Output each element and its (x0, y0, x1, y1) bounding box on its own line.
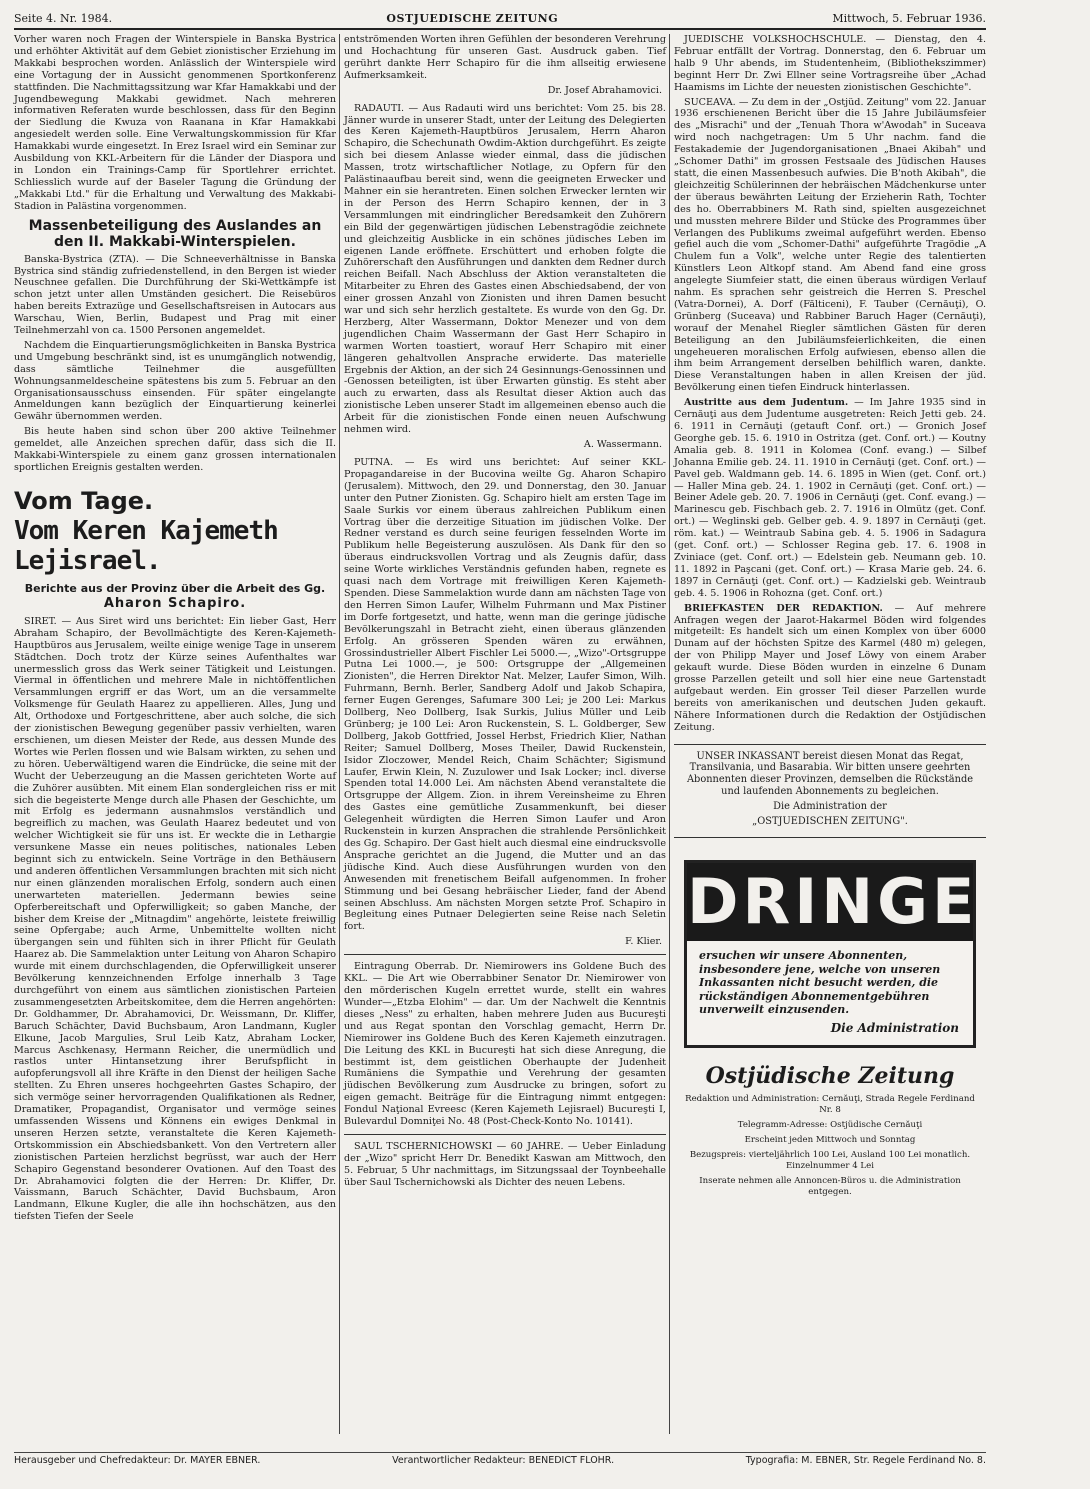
dringend-banner: DRINGEND (687, 863, 973, 941)
volkshochschule-notice: JUEDISCHE VOLKSHOCHSCHULE. — Dienstag, den 4. Februar entfällt der Vortrag. Donnerstag, den 6. Februar um halb 9 Uhr abends, im Studentenheim, (Bibliothekszimmer) beginnt Herr Dr. Zwi Ellner seine Vortragsreihe über „Achad Haamisms im Lichte der neuesten zionistischen Geschichte". (674, 34, 986, 93)
dringend-signature: Die Administration (830, 1020, 959, 1035)
makkabi-intro: Vorher waren noch Fragen der Winterspiele in Banska Bystrica und erhöhter Aktivität auf dem Gebiet zionistischer Erziehung im Makkabi besprochen worden. Anlässlich der Winterspiele wird eine Vortagung der in Aussicht genommenen Sportkonferenz stattfinden. Die Nachmittagssitzung war Kfar Hamakkabi und der Jugendbewegung Makkabi gewidmet. Nach mehreren informativen Referaten wurde beschlossen, dass für den Beginn der Siedlung die Kwuza von Raanana in Kfar Hamakkabi angesiedelt werden solle. Eine Verwaltungskommission für Kfar Hamakkabi wurde eingesetzt. In Erez Israel wird ein Seminar zur Ausbildung von KKL-Arbeitern für die Länder der Diaspora und in London ein Trainings-Camp für Sportlehrer errichtet. Schliesslich wurde auf der Baseler Tagung die Gründung der „Makkabi Ltd." für die Erhaltung und Verwaltung des Makkabi-Stadion in Palästina vorgenommen. (14, 34, 336, 212)
footer-printer: Typografia: M. EBNER, Str. Regele Ferdinand No. 8. (745, 1455, 986, 1466)
footer-editor: Verantwortlicher Redakteur: BENEDICT FLOHR. (392, 1455, 615, 1466)
imprint-schedule: Erscheint jeden Mittwoch und Sonntag (744, 1134, 916, 1145)
imprint-address: Redaktion und Administration: Cernăuţi, Strada Regele Ferdinand Nr. 8 (685, 1093, 975, 1115)
column-1 (14, 34, 336, 1444)
austritte-report (674, 397, 986, 599)
footer-publisher: Herausgeber und Chefredakteur: Dr. MAYER EBNER. (14, 1455, 261, 1466)
imprint-price: Bezugspreis: vierteljährlich 100 Lei, Ausland 100 Lei monatlich. Einzelnummer 4 Lei (689, 1149, 971, 1171)
suceava-report: SUCEAVA. — Zu dem in der „Ostjüd. Zeitung" vom 22. Januar 1936 erschienenen Bericht über die 15 Jahre Jubiläumsfeier des „Misrachi" und der „Tenuah Thora w'Awodah" in Suceava wird noch nachgetragen: Um 5 Uhr nachm. fand die Festakademie der Jugendorganisationen „Bnaei Akibah" und „Schomer Dathi" im grossen Festsaale des Jüdischen Hauses statt, die einen Massenbesuch aufwies. Die B'noth Akibah", die gleichzeitig Schülerinnen der hebräischen Mädchenkurse unter der überaus bewährten Leitung der Erzieherin Rath, Tochter des ho. Oberrabbiners M. Rath sind, spielten ausgezeichnet und mussten mehrere Bilder und Stücke des Programmes über Verlangen des Publikums zweimal aufgeführt werden. Ebenso gefiel auch die vom „Schomer-Dathi" aufgeführte Tragödie „A Chulem fun a Volk", welche unter Regie des talentierten Künstlers Leon Altkopf stand. Am Abend fand eine gross angelegte Siumfeier statt, die einen überaus würdigen Verlauf nahm. Es sprachen sehr geistreich die Herren S. Preschel (Vatra-Dornei), A. Dorf (Fălticeni), F. Tauber (Cernăuţi), O. Grünberg (Suceava) und Rabbiner Baruch Hager (Cernăuţi), worauf der Menahel Riegler sämtlichen Gästen für deren Beteiligung an den Jubiläumsfeierlichkeiten, die einen ungeheueren moralischen Erfolg aufwiesen, ebenso allen die ihm beim Arrangement derselben behilflich waren, dankte. Diese Veranstaltungen haben in allen Kreisen der jüd. Bevölkerung einen tiefen Eindruck hinterlassen. (674, 96, 986, 394)
inkassant-text: UNSER INKASSANT bereist diesen Monat das Regat, Transilvania, und Basarabia. Wir bitten unsere geehrten Abonnenten dieser Provinzen, demselben die Rückstände und laufenden Abonnements zu begleichen. (686, 750, 974, 798)
imprint-logo: Ostjüdische Zeitung (705, 1062, 955, 1089)
inkassant-signature: „OSTJUEDISCHEN ZEITUNG". (752, 816, 908, 828)
imprint-telegram: Telegramm-Adresse: Ostjüdische Cernăuţi (737, 1119, 923, 1130)
briefkasten-report (674, 603, 986, 734)
siret-report: SIRET. — Aus Siret wird uns berichtet: Ein lieber Gast, Herr Abraham Schapiro, der Bevollmächtigte des Keren-Kajemeth-Hauptbüros aus Jerusalem, weilte einige wenige Tage in unserem Städtchen. Doch trotz der Kürze seines Aufenthaltes war unermesslich gross das Werk seiner Tätigkeit und Leistungen. Viermal in öffentlichen und mehrere Male in nichtöffentlichen Versammlungen ergriff er das Wort, um an die versammelte Volksmenge für Geulath Haarez zu appellieren. Alles, Jung und Alt, Orthodoxe und Fortgeschrittene, aber auch solche, die sich der zionistischen Bewegung gegenüber passiv verhielten, waren erschienen, um diesen Meister der Rede, aus dessen Munde des Wortes wie Perlen flossen und wie Balsam wirkten, zu sehen und zu hören. Ueberwältigend waren die Eindrücke, die seine mit der Wucht der Ueberzeugung an die Massen gerichteten Worte auf die Zuhörer ausübten. Mit einem Elan sondergleichen riss er mit sich die begeisterte Menge durch alle Phasen der Geschichte, um mit Erfolg es jedermann ausnahmslos verständlich und begreiflich zu machen, was Geulath Haarez bedeutet und von welcher Wichtigkeit sie für uns ist. Er weckte die in Lethargie versunkene Masse ein neues politisches, nationales Leben beginnt sich zu entwickeln. Seine Vorträge in den Bethäusern und anderen öffentlichen Versammlungen brachten mit sich nicht nur einen glänzenden moralischen Erfolg, sondern auch einen unerwarteten materiellen. Jedermann bewies seine Opferbereitschaft und Opferwilligkeit; so gaben Manche, der bisher dem Kreise der „Mitnagdim" angehörte, leistete freiwillig seine Opfergabe; auch Arme, Unbemittelte wollten nicht übergangen sein und fühlten sich in ihrer Pflicht für Geulath Haarez ab. Die Sammelaktion unter Leitung von Aharon Schapiro wurde mit einem durchschlagenden, die Opferwilligkeit unserer Bevölkerung kennzeichnenden Erfolge innerhalb 3 Tage durchgeführt von einem aus sämtlichen zionistischen Parteien zusammengesetzten Arbeitskomitee, dem die Herren angehörten: Dr. Goldhammer, Dr. Abrahamovici, Dr. Weissmann, Dr. Kliffer, Baruch Schächter, David Buchsbaum, Aron Landmann, Kugler Elkune, Jacob Margulies, Srul Leib Katz, Abraham Locker, Marcus Aschkenasy, Hermann Reicher, die unermüdlich und rastlos unter Hintansetzung ihrer Berufspflicht in aufopferungsvoll all ihre Kräfte in den Dienst der heiligen Sache stellten. Zu Ehren unseres hochgeehrten Gastes Schapiro, der sich vermöge seiner hervorragenden Qualifikationen als Redner, Dramatiker, Propagandist, Organisator und vermöge seines umfassenden Wissens und Könnens ein ewiges Denkmal in unseren Herzen setzte, veranstaltete die Keren Kajemeth-Ortskommission ein Abschiedsbankett. Von den Vertretern aller zionistischen Parteien herzlichst begrüsst, war auch der Herr Schapiro Gegenstand besonderer Ovationen. Auf den Toast des Dr. Abrahamovici folgten die der Herren: Dr. Kliffer, Dr. Vaissmann, Baruch Schächter, David Buchsbaum, Aron Landmann, Elkune Kugler, die alle ihn hochschätzen, aus den tiefsten Tiefen der Seele (14, 615, 336, 1223)
eintragung-report: Eintragung Oberrab. Dr. Niemirowers ins Goldene Buch des KKL. — Die Art wie Oberrabbiner Senator Dr. Niemirower von den mörderischen Kugeln errettet wurde, stellt ein wahres Wunder—„Etzba Elohim" — dar. Um der Nachwelt die Kenntnis dieses „Ness" zu erhalten, haben mehrere Juden aus Bucureşti und aus Regat spontan den Vorschlag gemacht, Herrn Dr. Niemirower ins Goldene Buch des Keren Kajemeth einzutragen. Die Leitung des KKL in Bucureşti hat sich diese Anregung, die bestimmt ist, dem geistlichen Oberhaupte der Judenheit Rumäniens die Sympathie und Verehrung der gesamten jüdischen Bevölkerung zum Ausdrucke zu bringen, sofort zu eigen gemacht. Beiträge für die Eintragung nimmt entgegen: Fondul Naţional Evreesc (Keren Kajemeth Lejisrael) Bucureşti I, Bulevardul Domniţei No. 48 (Post-Check-Konto No. 10141). (344, 961, 666, 1128)
signature: Dr. Josef Abrahamovici. (547, 84, 662, 96)
kkl-title: Vom Keren Kajemeth Lejisrael. (14, 515, 278, 576)
signature: F. Klier. (625, 936, 662, 948)
imprint-ads: Inserate nehmen alle Annoncen-Büros u. die Administration entgegen. (699, 1175, 961, 1197)
article-headline: Massenbeteiligung des Auslandes an den II. Makkabi-Winterspielen. (28, 217, 322, 250)
putna-report: PUTNA. — Es wird uns berichtet: Auf seiner KKL-Propagandareise in der Bucovina weilte Gg. Aharon Schapiro (Jerusalem). Mittwoch, den 29. und Donnerstag, den 30. Januar unter den Putner Zionisten. Gg. Schapiro hielt am ersten Tage im Saale Surkis vor einem überaus zahlreichen Publikum einen Vortrag über die derzeitige Situation im jüdischen Volke. Der Redner verstand es durch seine feurigen fesselnden Worte im Publikum helle Begeisterung auszulösen. Als Dank für den so überaus eindrucksvollen Vortrag und als Zeugnis dafür, dass seine Worte wirkliches Verständnis gefunden haben, regnete es quasi nach dem Vortrage mit freiwilligen Keren Kajemeth-Spenden. Diese Sammelaktion wurde dann am nächsten Tage von den Herren Simon Laufer, Wilhelm Fuhrmann und Max Pistiner im Dorfe fortgesetzt, und hatte, wenn man die geringe jüdische Bevölkerungszahl in Betracht zieht, einen überaus glänzenden Erfolg. An grösseren Spenden wären zu erwähnen, Grossindustrieller Albert Fischler Lei 5000.—, „Wizo"-Ortsgruppe Putna Lei 1000.—, je 500: Ortsgruppe der „Allgemeinen Zionisten", die Herren Direktor Nat. Melzer, Laufer Simon, Wilh. Fuhrmann, Bernh. Berler, Sandberg Adolf und Jakob Schapira, ferner Eugen Gerenges, Safumare 300 Lei; je 200 Lei: Markus Dollberg, Neo Dollberg, Isak Surkis, Julius Müller und Leib Grünberg; je 100 Lei: Aron Ruckenstein, S. L. Goldberger, Sew Dollberg, Jakob Gottfried, Jossel Herbst, Friedrich Klier, Nathan Reiter; Samuel Dollberg, Moses Theiler, Dawid Ruckenstein, Isidor Zloczower, Mendel Reich, Chaim Schächter; Sigismund Laufer, Erwin Klein, N. Zuzulower und Isak Locker; incl. diverse Spenden total 14.000 Lei. Am nächsten Abend veranstaltete die Ortsgruppe der Allgem. Zion. in ihrem Vereinsheime zu Ehren des Gastes eine gemütliche Zusammenkunft, bei dieser Gelegenheit würdigten die Herren Simon Laufer und Aron Ruckenstein in kurzen Ansprachen die strahlende Persönlichkeit des Gg. Schapiro. Der Gast hielt auch diesmal eine eindrucksvolle Ansprache gerichtet an die Jugend, die Mutter und an das jüdische Kind. Auch diese Ausführungen wurden von den Anwesenden mit frenetischem Beifall aufgenommen. In froher Stimmung und bei Gesang hebräischer Lieder, fand der Abend seinen Abschluss. Am nächsten Morgen setzte Prof. Schapiro in Begleitung eines Putnaer Delegierten seine Reise nach Seletin fort. (344, 457, 667, 933)
column-divider (669, 34, 670, 1434)
kkl-subtitle (14, 582, 336, 610)
issue-date: Mittwoch, 5. Februar 1936. (832, 11, 986, 25)
dringend-text: ersuchen wir unsere Abonnenten, insbesondere jene, welche von unseren Inkassanten nicht besucht werden, die rückständigen Abonnementgebühren unverweilt einzusenden. (699, 949, 941, 1016)
signature: A. Wassermann. (583, 439, 662, 450)
column-3 (674, 34, 1090, 1444)
kkl-subtitle-name: Aharon Schapiro. (103, 595, 247, 611)
siret-report-end: entströmenden Worten ihren Gefühlen der besonderen Verehrung und Hochachtung für unseren Gast. Ausdruck gaben. Tief gerührt dankte Herr Schapiro für die ihm allseitig erwiesene Aufmerksamkeit. (344, 34, 666, 81)
tschernichowski-notice: SAUL TSCHERNICHOWSKI — 60 JAHRE. — Ueber Einladung der „Wizo" spricht Herr Dr. Benedikt Kaswan am Mittwoch, den 5. Februar, 5 Uhr nachmittags, im Sitzungssaal der Toynbeehalle über Saul Tschernichowski als Dichter des neuen Lebens. (344, 1140, 666, 1188)
briefkasten-text: — Auf mehrere Anfragen wegen der Jaarot-Hakarmel Böden wird folgendes mitgeteilt: Es handelt sich um einen Komplex von über 6000 Dunam auf der höchsten Spitze des Karmel (480 m) gelegen, der von Philipp Mayer und Josef Löwy von einem Araber gekauft wurde. Diese Böden wurden in einzelne 6 Dunam grosse Parzellen geteilt und soll hier eine neue Gartenstadt aufgebaut werden. Ein grosser Teil dieser Parzellen wurde bereits von amerikanischen und deutschen Juden gekauft. Nähere Informationen durch die Redaktion der Ostjüdischen Zeitung. (674, 602, 986, 733)
masthead (14, 8, 986, 30)
austritte-text: — Im Jahre 1935 sind in Cernăuţi aus dem Judentume ausgetreten: Reich Jetti geb. 24. 6. 1911 in Cernăuţi (getauft Conf. ort.) — Gronich Josef Georghe geb. 15. 6. 1910 in Ostritza (get. Conf. ort.) — Koutny Amalia geb. 8. 1911 in Kolomea (Conf. evang.) — Silbef Johanna Emilie geb. 24. 11. 1910 in Cernăuţi (get. Conf. ort.) — Pavel geb. Waldmann geb. 14. 6. 1895 in Wien (get. Conf. ort.) — Haller Mina geb. 24. 1. 1902 in Cernăuţi (get. Conf. ort.) — Beiner Adele geb. 20. 7. 1906 in Cernăuţi (get. Conf. evang.) — Marinescu geb. Fischbach geb. 2. 7. 1916 in Olmütz (get. Conf. ort.) — Weglinski geb. Gelber geb. 4. 9. 1897 in Cernăuţi (get. röm. kat.) — Weintraub Sabina geb. 4. 5. 1906 in Sadagura (get. Conf. ort.) — Schlosser Regina geb. 17. 6. 1908 in Zviniace (get. Conf. ort.) — Edelstein geb. Neumann geb. 10. 11. 1892 in Paşcani (get. Conf. ort.) — Krasa Marie geb. 24. 6. 1897 in Cernăuţi (get. Conf. ort.) — Kadzielski geb. Weintraub geb. 4. 5. 1906 in Rohozna (get. Conf. ort.) (674, 397, 986, 599)
radauti-report: RADAUTI. — Aus Radauti wird uns berichtet: Vom 25. bis 28. Jänner wurde in unserer Stadt, unter der Leitung des Delegierten des Keren Kajemeth-Hauptbüros Jerusalem, Herrn Aharon Schapiro, die Schechunath Owdim-Aktion durchgeführt. Es zeigte sich bei diesem Anlasse wieder einmal, dass die jüdischen Massen, trotz wirtschaftlicher Notlage, zu Opfern für den Palästinaaufbau bereit sind, wenn die geeigneten Erwecker und Mahner ein sie herantreten. Einen solchen Erwecker lernten wir in der Person des Herrn Schapiro kennen, der in 3 Versammlungen mit eindringlicher Beredsamkeit den Zuhörern ein Bild der gegenwärtigen jüdischen Lebenstragödie zeichnete und gleichzeitig Ausblicke in ein schönes jüdisches Leben im eigenen Lande eröffnete. Erschüttert und erhoben folgte die Zuhörerschaft den Ausführungen und dankten dem Redner durch reichen Beifall. Nach Abschluss der Aktion veranstalteten die Mitarbeiter zu Ehren des Gastes einen Abschiedsabend, der von einer grossen Anzahl von Zionisten und ihren Damen besucht war und sich sehr herzlich gestaltete. Es wurde von den Gg. Dr. Herzberg, Alter Wassermann, Doktor Menezer und von dem jugendlichen Chaim Wassermann der Gast Herr Schapiro in warmen Worten toastiert, worauf Herr Schapiro mit einer längeren gehaltvollen Ansprache erwiderte. Das materielle Ergebnis der Aktion, an der sich 24 Gesinnungs-Genossinnen und -Genossen beteiligten, ist über Erwarten günstig. Es steht aber auch zu erwarten, dass als Resultat dieser Aktion auch das zionistische Leben unserer Stadt im allgemeinen ebenso auch die Arbeit für die zionistischen Fonde einen neuen Aufschwung nehmen wird. (344, 102, 666, 436)
inkassant-signature: Die Administration der (773, 801, 887, 813)
column-divider (339, 34, 340, 1434)
divider (344, 954, 666, 955)
article-paragraph: Bis heute haben sind schon über 200 aktive Teilnehmer gemeldet, alle Anzeichen sprechen dafür, dass sich die II. Makkabi-Winterspiele zu einem ganz grossen internationalen sportlichen Ereignis gestalten werden. (14, 426, 336, 473)
imprint (684, 1062, 976, 1198)
page-footer (14, 1452, 986, 1471)
newspaper-title: OSTJUEDISCHE ZEITUNG (386, 11, 559, 25)
inkassant-notice (674, 744, 986, 838)
dringend-ad (684, 860, 1090, 1048)
kkl-subtitle-text: Berichte aus der Provinz über die Arbeit des Gg. (24, 581, 326, 595)
column-2 (344, 34, 666, 1444)
article-paragraph: Banska-Bystrica (ZTA). — Die Schneeverhältnisse in Banska Bystrica sind ständig zufriedenstellend, in den Bergen ist wieder Neuschnee gefallen. Die Durchführung der Ski-Wettkämpfe ist schon jetzt unter allen Umständen gesichert. Die Reisebüros haben bereits Extrazüge und Gesellschaftsreisen in Autocars aus Warschau, Wien, Berlin, Budapest und Prag mit einer Teilnehmerzahl von ca. 1500 Personen angemeldet. (14, 253, 336, 337)
divider (344, 1134, 666, 1135)
page-number: Seite 4. Nr. 1984. (14, 11, 113, 25)
section-title: Vom Tage. (14, 486, 154, 515)
article-paragraph: Nachdem die Einquartierungsmöglichkeiten in Banska Bystrica und Umgebung beschränkt sind, ist es unumgänglich notwendig, dass sämtliche Teilnehmer die ausgefüllten Wohnungsanmeldescheine spätestens bis zum 5. Februar an den Organisationsausschuss einsenden. Für später eingelangte Anmeldungen kann bezüglich der Einquartierung keinerlei Gewähr übernommen werden. (14, 339, 336, 423)
austritte-heading: Austritte aus dem Judentum. (684, 397, 849, 409)
briefkasten-heading: BRIEFKASTEN DER REDAKTION. (684, 602, 883, 614)
